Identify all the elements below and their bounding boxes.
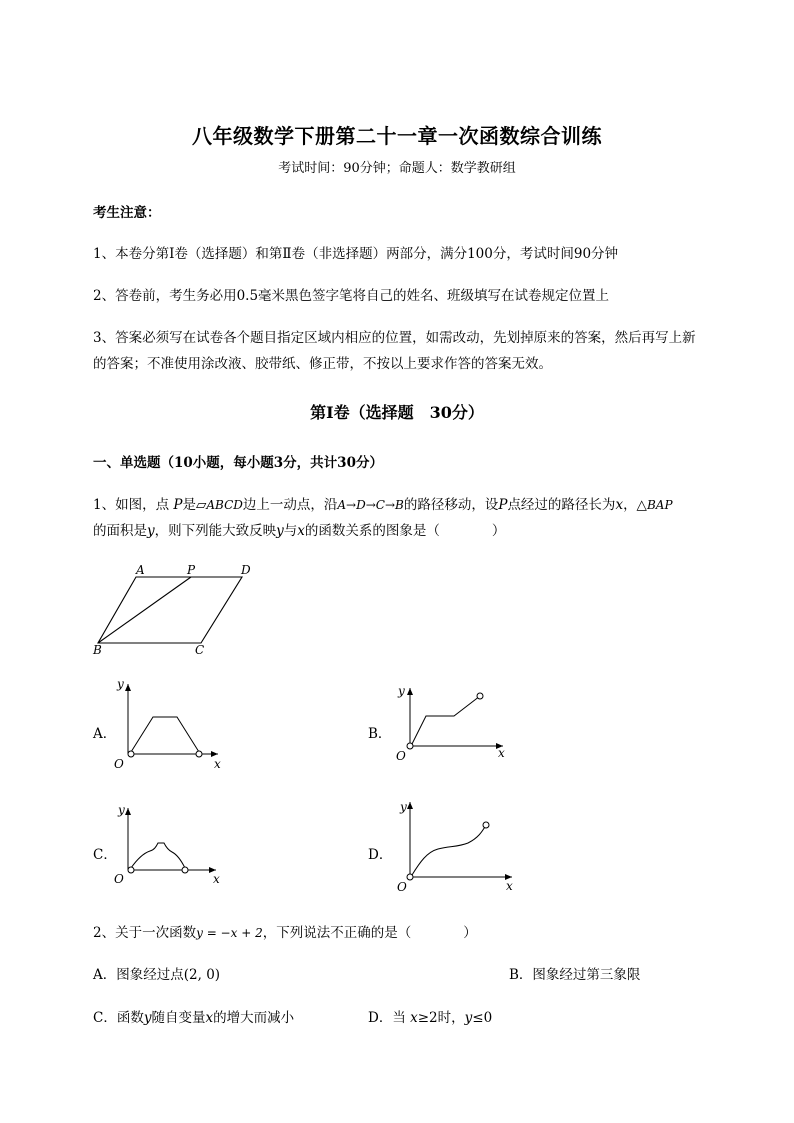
option-b-label: B． [368,726,392,742]
notice-heading: 考生注意： [93,205,161,221]
exam-info: 考试时间：90分钟；命题人：数学教研组 [278,161,516,176]
question-1-line-2: 的面积是y，则下列能大致反映y与x的函数关系的图象是（ ） [93,523,506,539]
option-a-label: A． [93,726,117,742]
question-2-option-d: D．当 x≥2时，y≤0 [368,1010,493,1026]
notice-item-2: 2、答卷前，考生务必用0.5毫米黑色签字笔将自己的姓名、班级填写在试卷规定位置上 [93,288,610,304]
vertex-label-d: D [241,563,251,577]
axis-label-x: x [214,757,221,770]
axis-label-y: y [117,677,124,691]
section-heading: 一、单选题（10小题，每小题3分，共计30分） [93,455,383,471]
option-d-label: D． [368,847,393,863]
point-label-p: P [187,563,196,577]
question-1-line-1: 1、如图，点 P是▱ABCD边上一动点，沿A→D→C→B的路径移动，设P点经过的路径长为x，△BAP [93,497,673,513]
axis-label-y: y [398,684,405,698]
question-2-option-b: B．图象经过第三象限 [509,967,641,983]
question-2-option-a: A．图象经过点(2, 0) [93,967,221,983]
origin-label: O [397,880,407,894]
notice-item-3: 3、答案必须写在试卷各个题目指定区域内相应的位置，如需改动，先划掉原来的答案，然后再写上新 [93,330,696,346]
axis-label-y: y [400,800,407,814]
option-a-graph [110,676,230,770]
notice-item-1: 1、本卷分第Ⅰ卷（选择题）和第Ⅱ卷（非选择题）两部分，满分100分，考试时间90分钟 [93,246,619,262]
option-c-graph [110,800,230,890]
option-d-graph [390,796,516,896]
origin-label: O [114,872,124,886]
vertex-label-b: B [93,643,102,657]
part1-title: 第Ⅰ卷（选择题 30分） [310,403,484,422]
origin-label: O [396,749,406,763]
origin-label: O [114,757,124,770]
question-2-stem: 2、关于一次函数y = −x + 2，下列说法不正确的是（ ） [93,925,477,941]
vertex-label-a: A [136,563,145,577]
axis-label-x: x [213,872,220,886]
axis-label-y: y [118,803,125,817]
parallelogram-figure [88,562,268,658]
question-2-option-c: C．函数y随自变量x的增大而减小 [93,1010,295,1026]
vertex-label-c: C [195,643,205,657]
option-b-graph [388,683,512,767]
page-title: 八年级数学下册第二十一章一次函数综合训练 [192,124,602,148]
notice-item-3-cont: 的答案；不准使用涂改液、胶带纸、修正带，不按以上要求作答的答案无效。 [93,356,552,372]
axis-label-x: x [498,746,505,760]
option-c-label: C． [93,847,117,863]
axis-label-x: x [506,879,513,893]
